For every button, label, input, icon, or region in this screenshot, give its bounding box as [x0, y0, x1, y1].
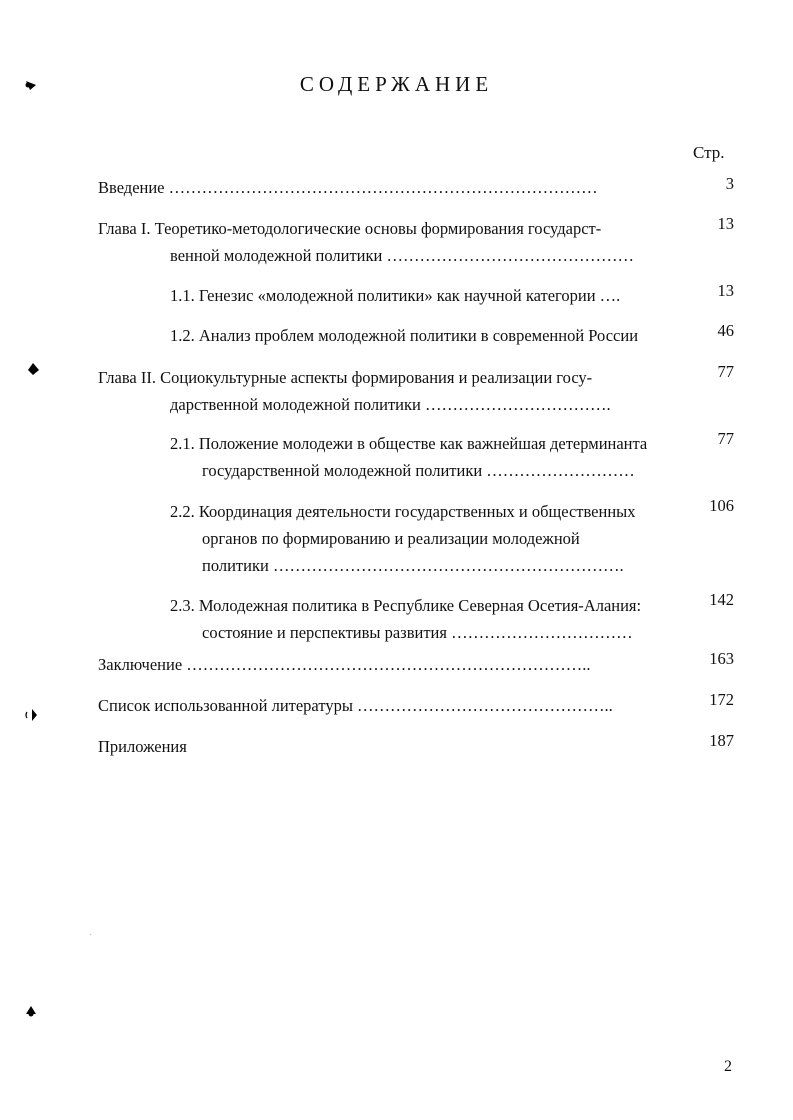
toc-entry-section-2-2-line-3: политики ……………………………………………………….	[202, 556, 624, 575]
toc-entry-chapter-1-line-2: венной молодежной политики ………………………………………	[170, 246, 634, 265]
toc-page-section-2-2: 106	[709, 496, 734, 515]
toc-entry-section-2-2-line-2: органов по формированию и реализации молодежной	[202, 529, 580, 548]
toc-page-bibliography: 172	[709, 690, 734, 709]
toc-page-chapter-2: 77	[717, 362, 734, 381]
toc-entry-section-2-3: 2.3. Молодежная политика в Республике Северная Осетия-Алания:	[170, 596, 642, 615]
toc-entry-section-2-1-line-2: государственной молодежной политики ………………………	[202, 461, 635, 480]
binding-hole-mark	[24, 708, 38, 727]
toc-page-section-2-1: 77	[717, 429, 734, 448]
toc-page-section-1-1: 13	[717, 281, 734, 300]
page-column-label: Стр.	[693, 143, 725, 162]
binding-hole-mark	[24, 1004, 38, 1023]
toc-page-introduction: 3	[725, 174, 734, 193]
toc-entry-appendices: Приложения	[98, 737, 187, 756]
toc-entry-chapter-2: Глава II. Социокультурные аспекты формирования и реализации госу-	[98, 368, 593, 387]
toc-entry-bibliography: Список использованной литературы ………………………………………..	[98, 696, 613, 715]
scan-speck	[90, 934, 91, 935]
toc-entry-section-1-2: 1.2. Анализ проблем молодежной политики в современной России	[170, 326, 639, 345]
toc-page-appendices: 187	[709, 731, 734, 750]
page-title: СОДЕРЖАНИЕ	[299, 72, 494, 96]
toc-entry-conclusion: Заключение ………………………………………………………………..	[98, 655, 591, 674]
toc-entry-section-2-3-line-2: состояние и перспективы развития ……………………………	[202, 623, 633, 642]
toc-page-conclusion: 163	[709, 649, 734, 668]
toc-entry-section-2-2: 2.2. Координация деятельности государственных и общественных	[170, 502, 636, 521]
toc-entry-section-1-1: 1.1. Генезис «молодежной политики» как научной категории ….	[170, 286, 621, 305]
toc-page-section-2-3: 142	[709, 590, 734, 609]
binding-hole-mark	[24, 78, 38, 97]
binding-hole-mark	[26, 362, 40, 381]
toc-entry-chapter-2-line-2: дарственной молодежной политики …………………………….	[170, 395, 611, 414]
toc-entry-section-2-1: 2.1. Положение молодежи в обществе как важнейшая детерминанта	[170, 434, 648, 453]
toc-page-chapter-1: 13	[717, 214, 734, 233]
toc-entry-introduction: Введение ……………………………………………………………………	[98, 178, 598, 197]
page-number: 2	[724, 1058, 732, 1075]
toc-entry-chapter-1: Глава I. Теоретико-методологические основы формирования государст-	[98, 219, 602, 238]
toc-page-section-1-2: 46	[717, 321, 734, 340]
